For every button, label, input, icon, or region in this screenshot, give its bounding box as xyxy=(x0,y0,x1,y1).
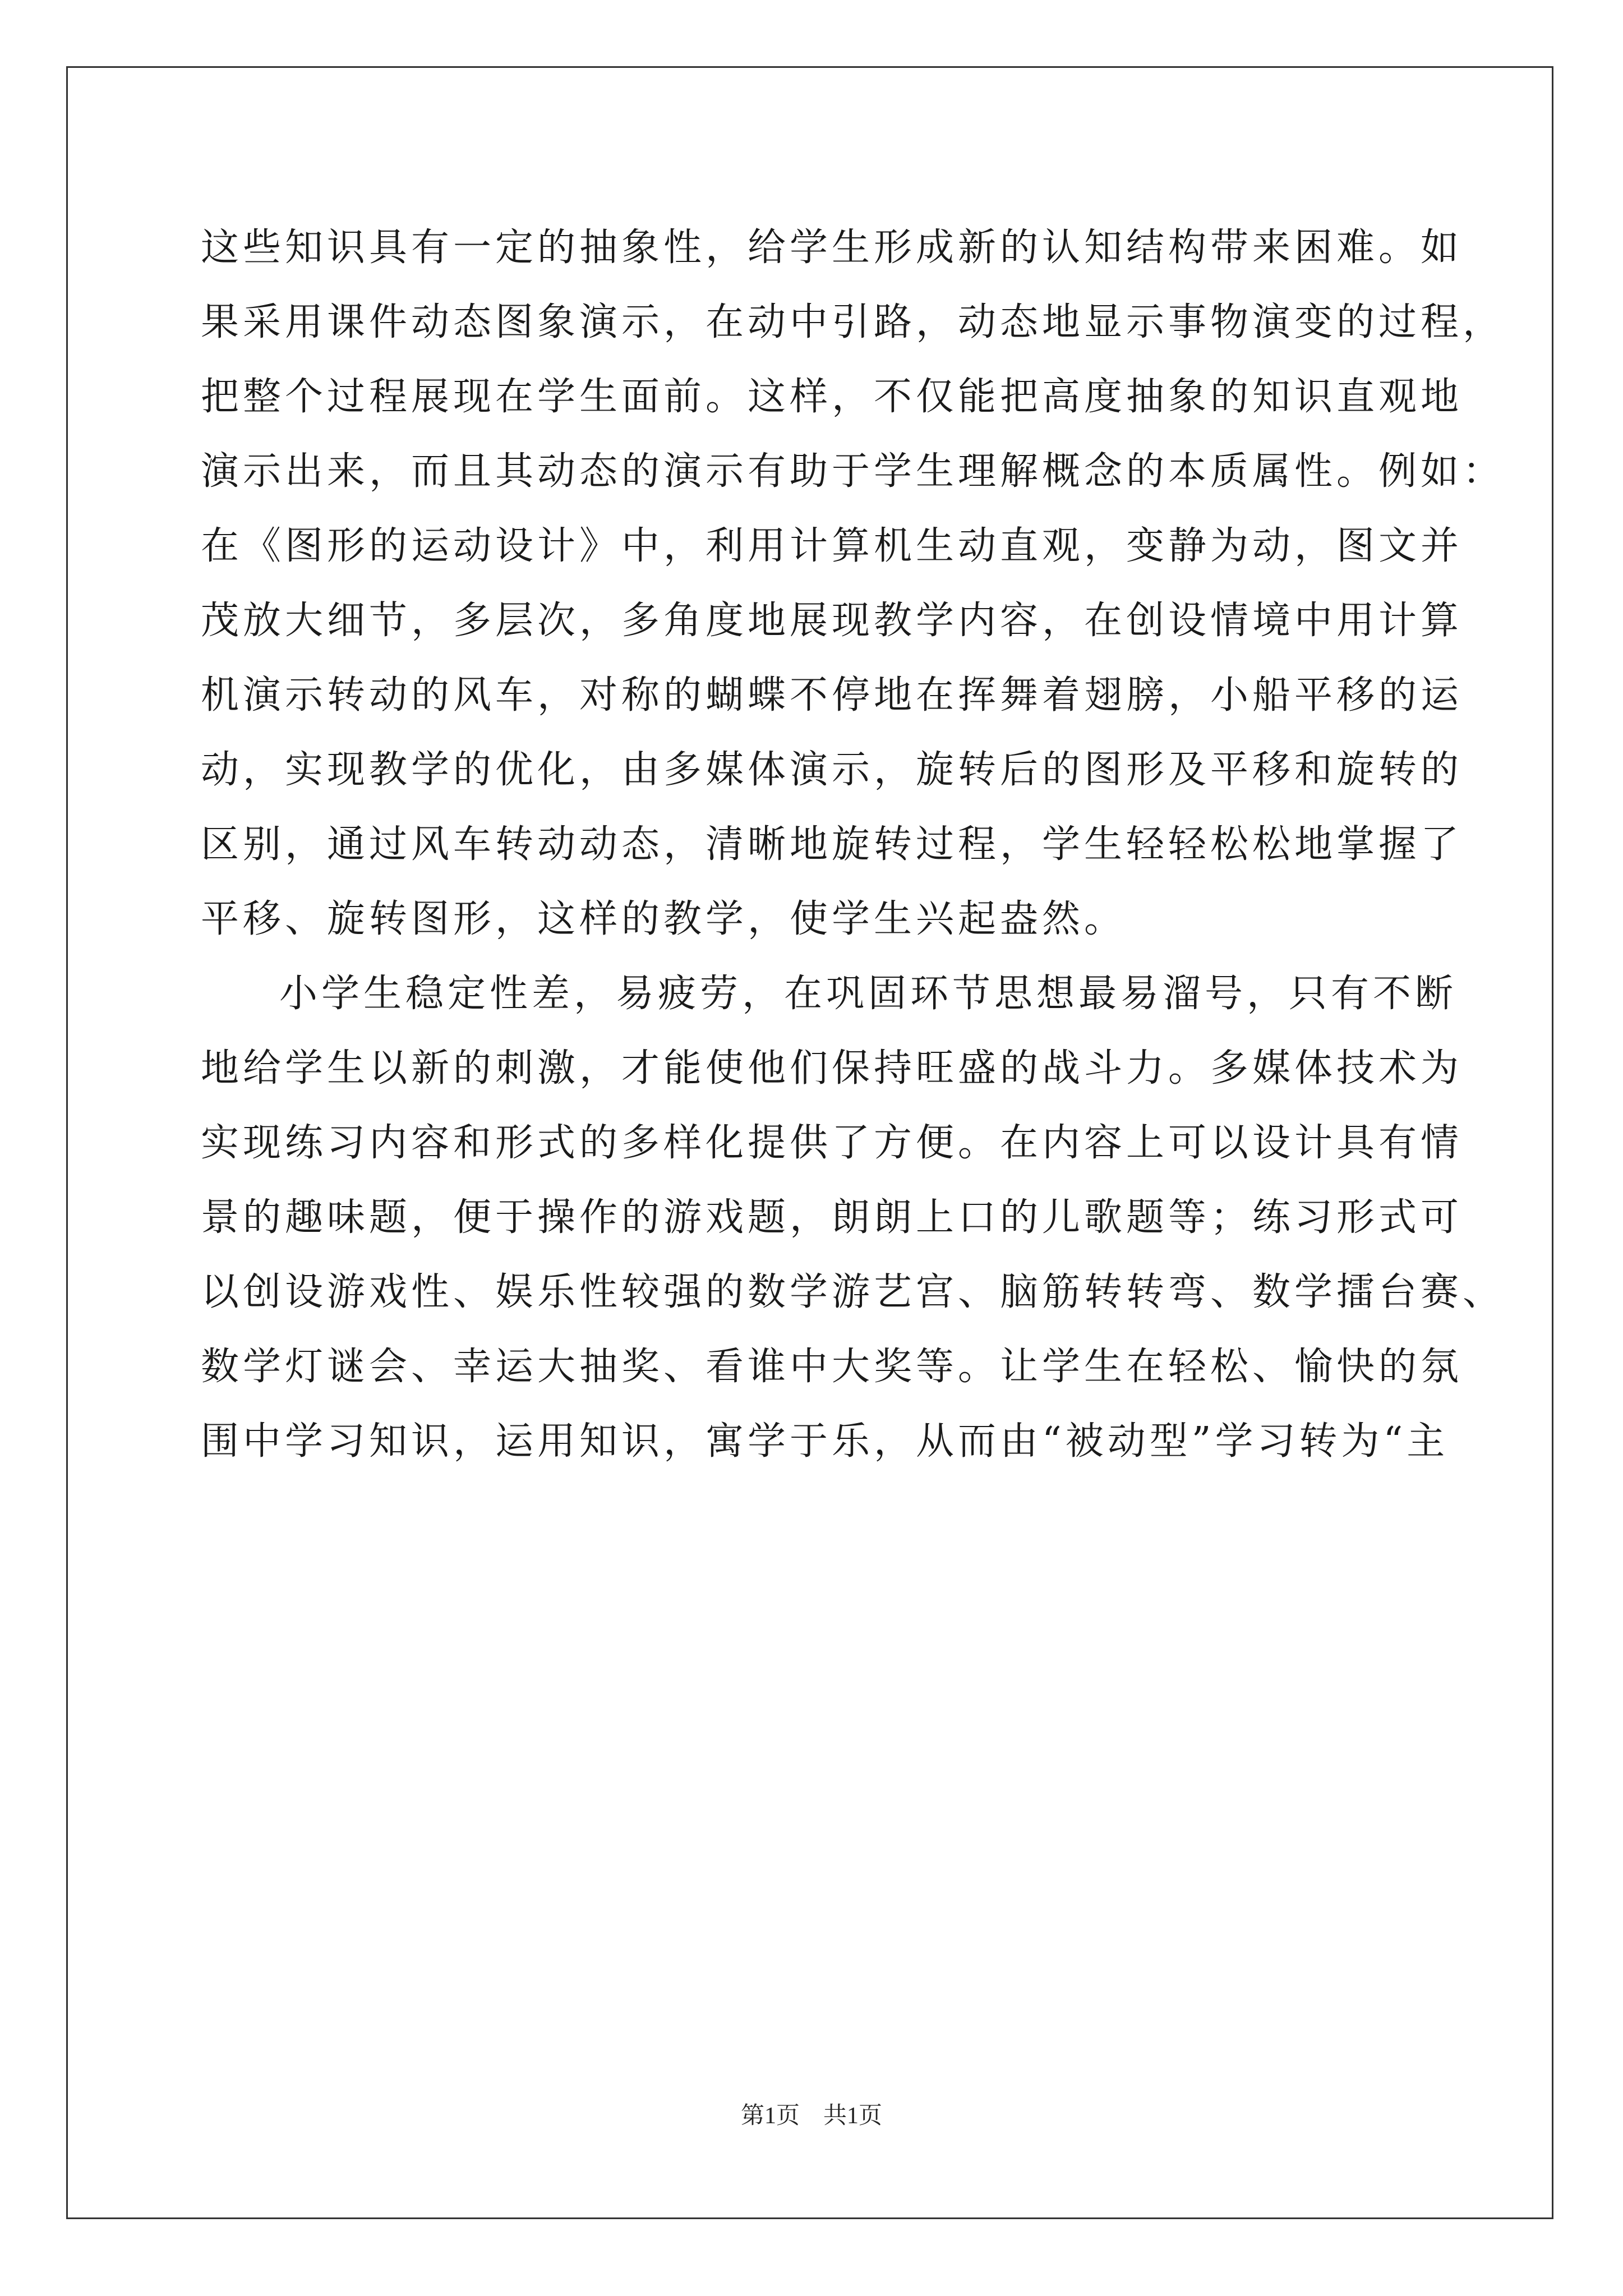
paragraph-1-line-2: 果采用课件动态图象演示，在动中引路，动态地显示事物演变的过程， xyxy=(201,300,1505,344)
paragraph-1-line-5: 在《图形的运动设计》中，利用计算机生动直观，变静为动，图文并 xyxy=(201,524,1463,568)
paragraph-1-line-1: 这些知识具有一定的抽象性，给学生形成新的认知结构带来困难。如 xyxy=(201,226,1463,270)
paragraph-2-line-1: 小学生稳定性差，易疲劳，在巩固环节思想最易溜号，只有不断 xyxy=(279,972,1458,1016)
page-number-footer: 第1页 共1页 xyxy=(740,2103,882,2129)
paragraph-2-line-4: 景的趣味题，便于操作的游戏题，朗朗上口的儿歌题等；练习形式可 xyxy=(201,1195,1463,1240)
paragraph-1-line-6: 茂放大细节，多层次，多角度地展现教学内容，在创设情境中用计算 xyxy=(201,599,1463,643)
paragraph-2-line-6: 数学灯谜会、幸运大抽奖、看谁中大奖等。让学生在轻松、愉快的氛 xyxy=(201,1345,1463,1389)
paragraph-2-line-2: 地给学生以新的刺激，才能使他们保持旺盛的战斗力。多媒体技术为 xyxy=(201,1046,1463,1091)
paragraph-2-line-7: 围中学习知识，运用知识，寓学于乐，从而由“被动型”学习转为“主 xyxy=(201,1419,1449,1464)
paragraph-1-line-4: 演示出来，而且其动态的演示有助于学生理解概念的本质属性。例如： xyxy=(201,449,1505,494)
paragraph-1-line-10: 平移、旋转图形，这样的教学，使学生兴起盎然。 xyxy=(201,897,1127,941)
paragraph-1-line-7: 机演示转动的风车，对称的蝴蝶不停地在挥舞着翅膀，小船平移的运 xyxy=(201,673,1463,717)
paragraph-2-line-5: 以创设游戏性、娱乐性较强的数学游艺宫、脑筋转转弯、数学擂台赛、 xyxy=(201,1270,1505,1314)
paragraph-1-line-9: 区别，通过风车转动动态，清晰地旋转过程，学生轻轻松松地掌握了 xyxy=(201,822,1463,867)
paragraph-1-line-3: 把整个过程展现在学生面前。这样，不仅能把高度抽象的知识直观地 xyxy=(201,375,1463,419)
paragraph-2-line-3: 实现练习内容和形式的多样化提供了方便。在内容上可以设计具有情 xyxy=(201,1121,1463,1165)
paragraph-1-line-8: 动，实现教学的优化，由多媒体演示，旋转后的图形及平移和旋转的 xyxy=(201,748,1463,792)
